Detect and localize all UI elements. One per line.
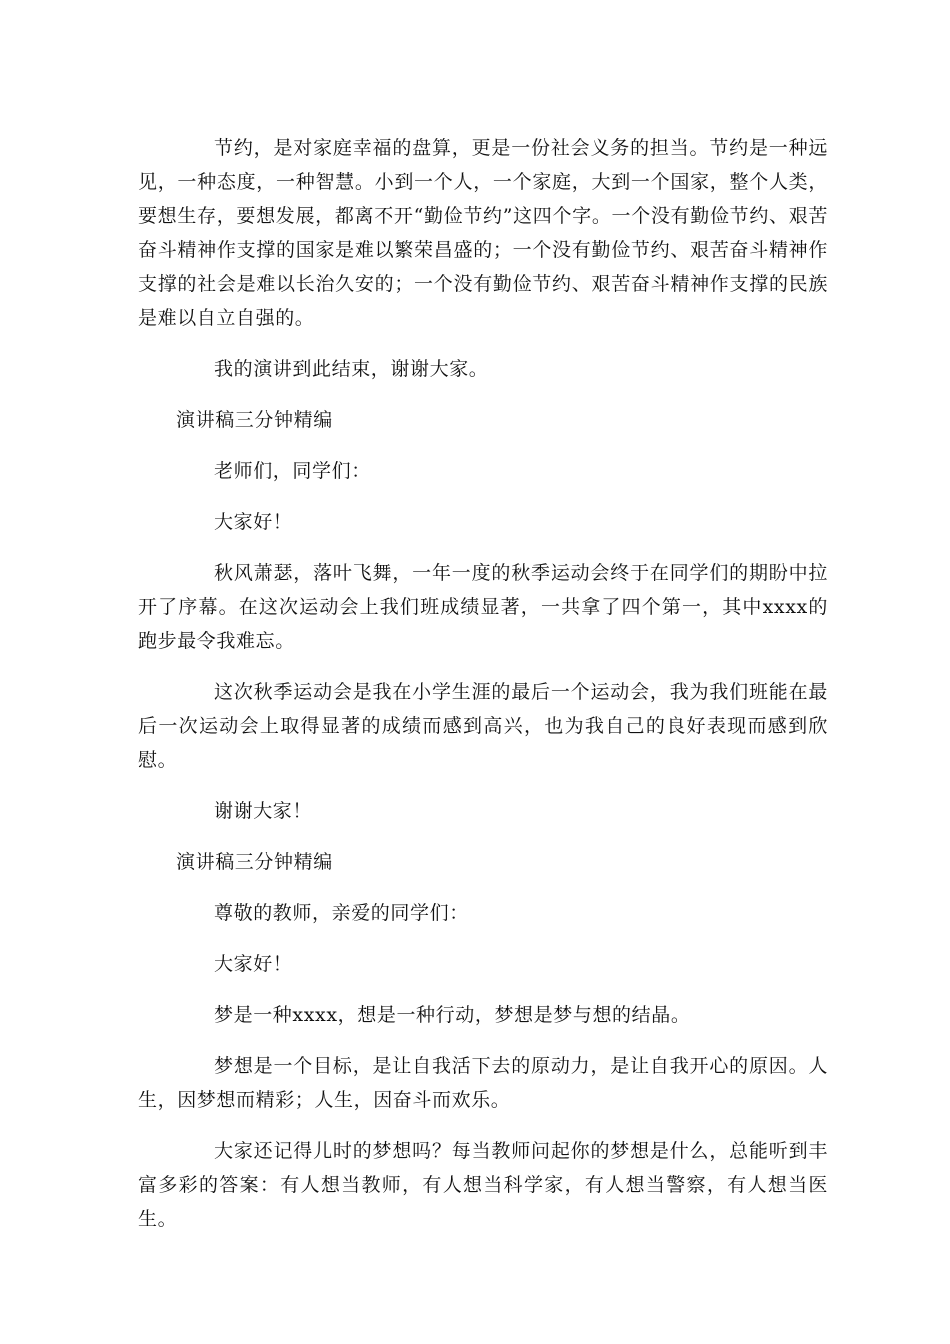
paragraph-closing: 我的演讲到此结束，谢谢大家。: [214, 358, 489, 380]
paragraph-thrift: 节约，是对家庭幸福的盘算，更是一份社会义务的担当。节约是一种远见，一种态度，一种智慧。小到一个人，一个家庭，大到一个国家，整个人类，要想生存，要想发展，都离不开“勤俭节约”这四个字。一个没有勤俭节约、艰苦奋斗精神作支撑的国家是难以繁荣昌盛的；一个没有勤俭节约、艰苦奋斗精神作支撑的社会是难以长治久安的；一个没有勤俭节约、艰苦奋斗精神作支撑的民族是难以自立自强的。: [138, 137, 828, 329]
document-body: [138, 131, 828, 1253]
paragraph-greeting-audience: 老师们，同学们：: [214, 460, 371, 482]
paragraph-hello: 大家好！: [214, 511, 293, 533]
section-heading: 演讲稿三分钟精编: [176, 851, 333, 873]
paragraph-dream-definition: 梦是一种xxxx，想是一种行动，梦想是梦与想的结晶。: [214, 1004, 691, 1026]
section-heading: 演讲稿三分钟精编: [176, 409, 333, 431]
paragraph-hello: 大家好！: [214, 953, 293, 975]
paragraph-greeting-audience: 尊敬的教师，亲爱的同学们：: [214, 902, 469, 924]
paragraph-sports-meet: 秋风萧瑟，落叶飞舞，一年一度的秋季运动会终于在同学们的期盼中拉开了序幕。在这次运动会上我们班成绩显著，一共拿了四个第一，其中xxxx的跑步最令我难忘。: [138, 562, 828, 652]
paragraph-childhood-dream: 大家还记得儿时的梦想吗？每当教师问起你的梦想是什么，总能听到丰富多彩的答案：有人想当教师，有人想当科学家，有人想当警察，有人想当医生。: [138, 1140, 828, 1230]
paragraph-dream-goal: 梦想是一个目标，是让自我活下去的原动力，是让自我开心的原因。人生，因梦想而精彩；人生，因奋斗而欢乐。: [138, 1055, 828, 1111]
paragraph-last-sports-meet: 这次秋季运动会是我在小学生涯的最后一个运动会，我为我们班能在最后一次运动会上取得显著的成绩而感到高兴，也为我自己的良好表现而感到欣慰。: [138, 681, 828, 771]
paragraph-thanks: 谢谢大家！: [214, 800, 313, 822]
